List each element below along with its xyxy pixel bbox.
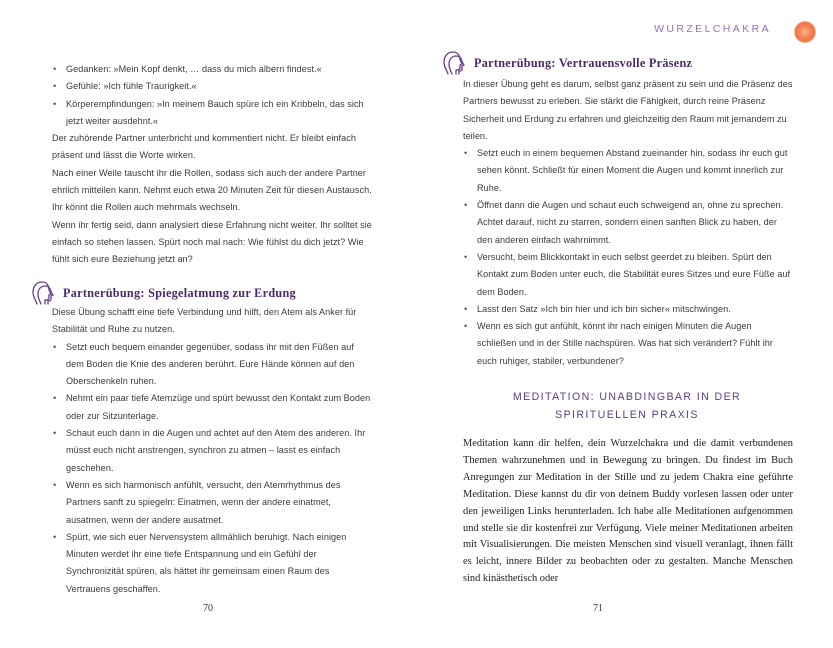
list-item: • Versucht, beim Blickkontakt in euch selbst geerdet zu bleiben. Spürt den Kontakt zum Boden unter euch, die Stabilität eures Sitzes und eure Füße auf dem Boden. xyxy=(463,249,793,301)
list-item: • Setzt euch in einem bequemen Abstand zueinander hin, sodass ihr euch gut sehen könnt. Schließt für einen Moment die Augen und kommt innerlich zur Ruhe. xyxy=(463,145,793,197)
running-head: WURZELCHAKRA xyxy=(654,23,771,35)
section-heading-line: SPIRITUELLEN PRAXIS xyxy=(555,409,699,421)
paragraph: Der zuhörende Partner unterbricht und kommentiert nicht. Er bleibt einfach präsent und lässt die Worte wirken. xyxy=(52,133,356,161)
two-heads-profile-icon xyxy=(439,48,469,78)
left-intro-block xyxy=(52,61,374,269)
list-item: • Gedanken: »Mein Kopf denkt, … dass du mich albern findest.« xyxy=(52,61,374,78)
list-item: • Wenn es sich harmonisch anfühlt, versucht, den Atemrhythmus des Partners sanft zu spiegeln: Einatmen, wenn der andere einatmet, ausatmen, wenn der andere ausatmet. xyxy=(52,477,374,529)
intro-list xyxy=(52,61,374,130)
exercise-intro: Diese Übung schafft eine tiefe Verbindung und hilft, den Atem als Anker für Stabilität und Ruhe zu nutzen. xyxy=(52,307,357,335)
list-item: • Schaut euch dann in die Augen und achtet auf den Atem des anderen. Ihr müsst euch nicht anstrengen, synchron zu atmen – lasst es einfach geschehen. xyxy=(52,425,374,477)
section-heading-line: MEDITATION: UNABDINGBAR IN DER xyxy=(512,391,742,403)
paragraph: Nach einer Weile tauscht ihr die Rollen, sodass sich auch der andere Partner ehrlich mitteilen kann. Nehmt euch etwa 20 Minuten Zeit für diesen Austausch. Ihr könnt die Rollen auch mehrmals wechseln. xyxy=(52,167,372,213)
list-item: • Öffnet dann die Augen und schaut euch schweigend an, ohne zu sprechen. Achtet darauf, nicht zu starren, sondern einen sanften Blick zu haben, der den anderen einfach wahrnimmt. xyxy=(463,197,793,249)
exercise-title: Partnerübung: Spiegelatmung zur Erdung xyxy=(63,285,296,300)
exercise-steps xyxy=(52,339,374,598)
page-number: 71 xyxy=(593,603,603,614)
list-item: • Wenn es sich gut anfühlt, könnt ihr nach einigen Minuten die Augen schließen und in der Stille nachspüren. Was hat sich verändert? Fühlt ihr euch ruhiger, stabiler, verbundener? xyxy=(463,318,793,370)
list-item: • Nehmt ein paar tiefe Atemzüge und spürt bewusst den Kontakt zum Boden oder zur Sitzunterlage. xyxy=(52,390,374,425)
root-chakra-orb-icon xyxy=(794,21,816,43)
exercise-title: Partnerübung: Vertrauensvolle Präsenz xyxy=(474,55,693,70)
list-item: • Setzt euch bequem einander gegenüber, sodass ihr mit den Füßen auf dem Boden die Knie des anderen berührt. Eure Hände können auf den Oberschenkeln ruhen. xyxy=(52,339,374,391)
list-item: • Lasst den Satz »Ich bin hier und ich bin sicher« mitschwingen. xyxy=(463,301,793,318)
list-item: • Gefühle: »Ich fühle Traurigkeit.« xyxy=(52,78,374,95)
exercise-steps xyxy=(463,145,793,370)
exercise-intro: In dieser Übung geht es darum, selbst ganz präsent zu sein und die Präsenz des Partners bewusst zu erleben. Sie stärkt die Fähigkeit, durch reine Präsenz Sicherheit und Erdung zu erfahren und gleichzeitig den Raum mit jemandem zu teilen. xyxy=(463,79,793,141)
section-heading xyxy=(477,388,777,424)
list-item: • Spürt, wie sich euer Nervensystem allmählich beruhigt. Nach einigen Minuten werdet ihr eine tiefe Entspannung und ein Gefühl der Synchronizität spüren, als hättet ihr gemeinsam einen Raum des Vertrauens geschaffen. xyxy=(52,529,374,598)
right-exercise-body xyxy=(463,76,793,370)
page-number: 70 xyxy=(203,603,213,614)
list-item: • Körperempfindungen: »In meinem Bauch spüre ich ein Kribbeln, das sich jetzt weiter ausdehnt.« xyxy=(52,96,374,131)
paragraph: Wenn ihr fertig seid, dann analysiert diese Erfahrung nicht weiter. Ihr solltet sie einfach so stehen lassen. Spürt noch mal nach: Wie fühlst du dich jetzt? Wie fühlt sich eure Beziehung jetzt an? xyxy=(52,219,372,265)
left-page xyxy=(0,0,416,648)
left-exercise-body xyxy=(52,304,374,598)
exercise-heading xyxy=(439,48,692,78)
body-paragraph: Meditation kann dir helfen, dein Wurzelchakra und die damit verbundenen Themen wahrzunehmen und in Bewegung zu bringen. Du findest im Buch Anregungen zur Meditation in der Stille und zu jedem Chakra eine geführte Meditation. Diese kannst du dir von deinem Buddy vorlesen lassen oder unter den jeweiligen Links herunterladen. Ich habe alle Meditationen aufgenommen und stelle sie dir kostenfrei zur Verfügung. Viele meiner Meditationen arbeiten mit Visualisierungen. Die meisten Menschen sind visuell veranlagt, ihnen fällt es leicht, innere Bilder zu beobachten oder zu gestalten. Manche Menschen sind kinästhetisch oder xyxy=(463,438,793,585)
right-page xyxy=(417,0,833,648)
